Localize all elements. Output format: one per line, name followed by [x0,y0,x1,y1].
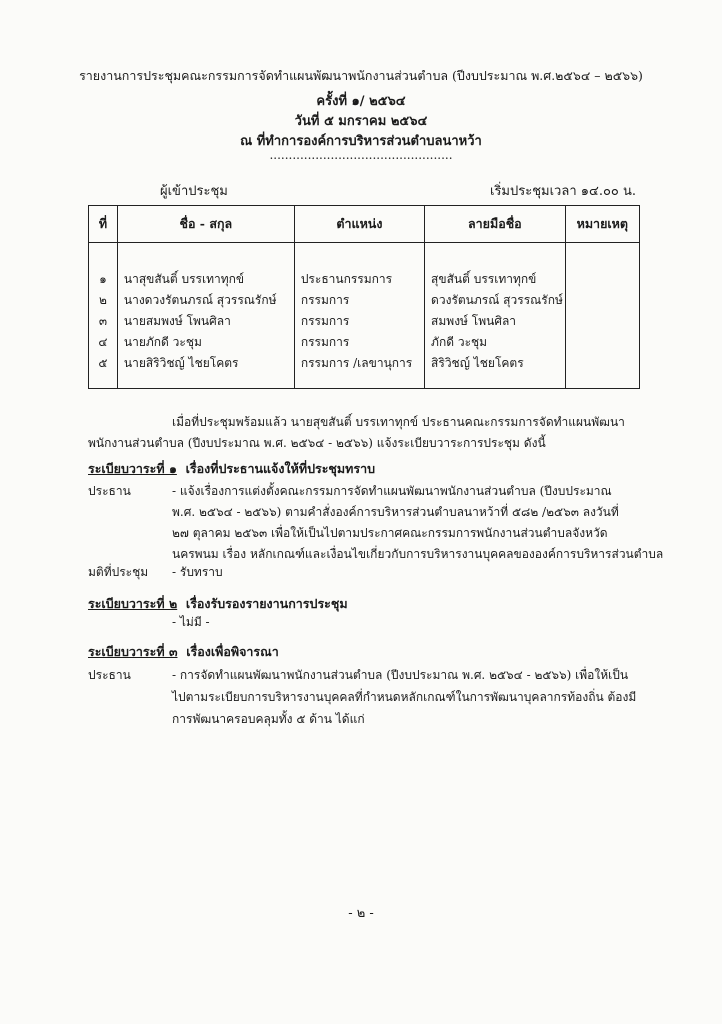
number-cell [89,243,118,389]
meeting-date: วันที่ ๕ มกราคม ๒๕๖๔ [294,114,428,129]
col-header-position: ตำแหน่ง [294,206,424,243]
row-number: ๒ [98,293,107,307]
opening-line-1: เมื่อที่ประชุมพร้อมแล้ว นายสุขสันติ์ บรรเทาทุกข์ ประธานคณะกรรมการจัดทำแผนพัฒนา [172,415,625,429]
page-number: - ๒ - [348,906,374,921]
attendee-signature: สุขสันติ์ บรรเทาทุกข์ [431,272,537,286]
attendees-label: ผู้เข้าประชุม [160,184,228,199]
table-header-row [89,206,640,243]
attendance-table [88,205,640,389]
attendee-position: กรรมการ [300,335,350,349]
col-header-name: ชื่อ - สกุล [117,206,294,243]
opening-line-2: พนักงานส่วนตำบล (ปีงบประมาณ พ.ศ. ๒๕๖๔ - ๒๕๖๖) แจ้งระเบียบวาระการประชุม ดังนี้ [88,436,546,450]
attendee-signature: ดวงรัตนภรณ์ สุวรรณรักษ์ [431,293,563,307]
attendee-position: ประธานกรรมการ [300,272,393,286]
attendee-position: กรรมการ [300,314,350,328]
attendee-name: นายสมพงษ์ โพนศิลา [123,314,231,328]
attendee-position: กรรมการ /เลขานุการ [300,356,413,370]
meeting-place: ณ ที่ทำการองค์การบริหารส่วนตำบลนาหว้า [240,134,482,149]
session-number: ครั้งที่ ๑/ ๒๕๖๔ [316,94,406,109]
start-time: เริ่มประชุมเวลา ๑๔.๐๐ น. [490,184,636,199]
agenda-1-label: ระเบียบวาระที่ ๑ [88,461,177,476]
agenda-2-title: เรื่องรับรองรายงานการประชุม [185,596,348,611]
position-cell [294,243,424,389]
report-title: รายงานการประชุมคณะกรรมการจัดทำแผนพัฒนาพนักงานส่วนตำบล (ปีงบประมาณ พ.ศ.๒๕๖๔ – ๒๕๖๖) [79,68,643,83]
attendee-name: นายสิริวิชญ์ ไชยโคตร [123,356,239,370]
attendee-signature: สิริวิชญ์ ไชยโคตร [431,356,524,370]
attendee-name: นางดวงรัตนภรณ์ สุวรรณรักษ์ [123,293,277,307]
attendee-name: นาสุขสันติ์ บรรเทาทุกข์ [123,272,245,286]
row-number: ๔ [98,335,108,349]
agenda-1-line-4: นครพนม เรื่อง หลักเกณฑ์และเงื่อนไขเกี่ยวกับการบริหารงานบุคคลขององค์การบริหารส่วนตำบล [172,547,664,561]
table-row [89,243,640,389]
agenda-3-title: เรื่องเพื่อพิจารณา [186,644,279,659]
row-number: ๕ [98,356,108,370]
agenda-2-note: - ไม่มี - [172,615,210,629]
signature-cell [425,243,566,389]
agenda-3-heading [88,642,279,662]
agenda-3-speaker: ประธาน [88,668,131,682]
agenda-1-speaker: ประธาน [88,484,131,498]
agenda-3-label: ระเบียบวาระที่ ๓ [88,644,178,659]
col-header-number: ที่ [89,206,118,243]
agenda-2-heading [88,594,348,614]
title-separator-dots: ................................................ [269,148,453,162]
agenda-3-line-3: การพัฒนาครอบคลุมทั้ง ๕ ด้าน ได้แก่ [172,712,365,726]
agenda-1-line-1: - แจ้งเรื่องการแต่งตั้งคณะกรรมการจัดทำแผนพัฒนาพนักงานส่วนตำบล (ปีงบประมาณ [172,484,612,498]
agenda-3-line-2: ไปตามระเบียบการบริหารงานบุคคลที่กำหนดหลักเกณฑ์ในการพัฒนาบุคลากรท้องถิ่น ต้องมี [172,690,637,704]
attendee-position: กรรมการ [300,293,350,307]
attendee-signature: สมพงษ์ โพนศิลา [431,314,517,328]
agenda-1-heading [88,459,375,479]
agenda-2-label: ระเบียบวาระที่ ๒ [88,596,178,611]
agenda-1-resolution-label: มติที่ประชุม [88,565,149,579]
agenda-1-line-3: ๒๗ ตุลาคม ๒๕๖๓ เพื่อให้เป็นไปตามประกาศคณะกรรมการพนักงานส่วนตำบลจังหวัด [172,526,608,540]
name-cell [117,243,294,389]
remark-cell [565,243,639,389]
agenda-1-resolution: - รับทราบ [172,565,223,579]
row-number: ๓ [98,314,108,328]
row-number: ๑ [99,272,107,286]
agenda-1-title: เรื่องที่ประธานแจ้งให้ที่ประชุมทราบ [185,461,376,476]
agenda-3-line-1: - การจัดทำแผนพัฒนาพนักงานส่วนตำบล (ปีงบประมาณ พ.ศ. ๒๕๖๔ - ๒๕๖๖) เพื่อให้เป็น [172,668,629,682]
col-header-signature: ลายมือชื่อ [425,206,566,243]
col-header-remark: หมายเหตุ [565,206,639,243]
agenda-1-line-2: พ.ศ. ๒๕๖๔ - ๒๕๖๖) ตามคำสั่งองค์การบริหารส่วนตำบลนาหว้าที่ ๕๘๒ /๒๕๖๓ ลงวันที่ [172,505,619,519]
attendee-name: นายภักดี วะชุม [123,335,202,349]
attendee-signature: ภักดี วะชุม [431,335,488,349]
